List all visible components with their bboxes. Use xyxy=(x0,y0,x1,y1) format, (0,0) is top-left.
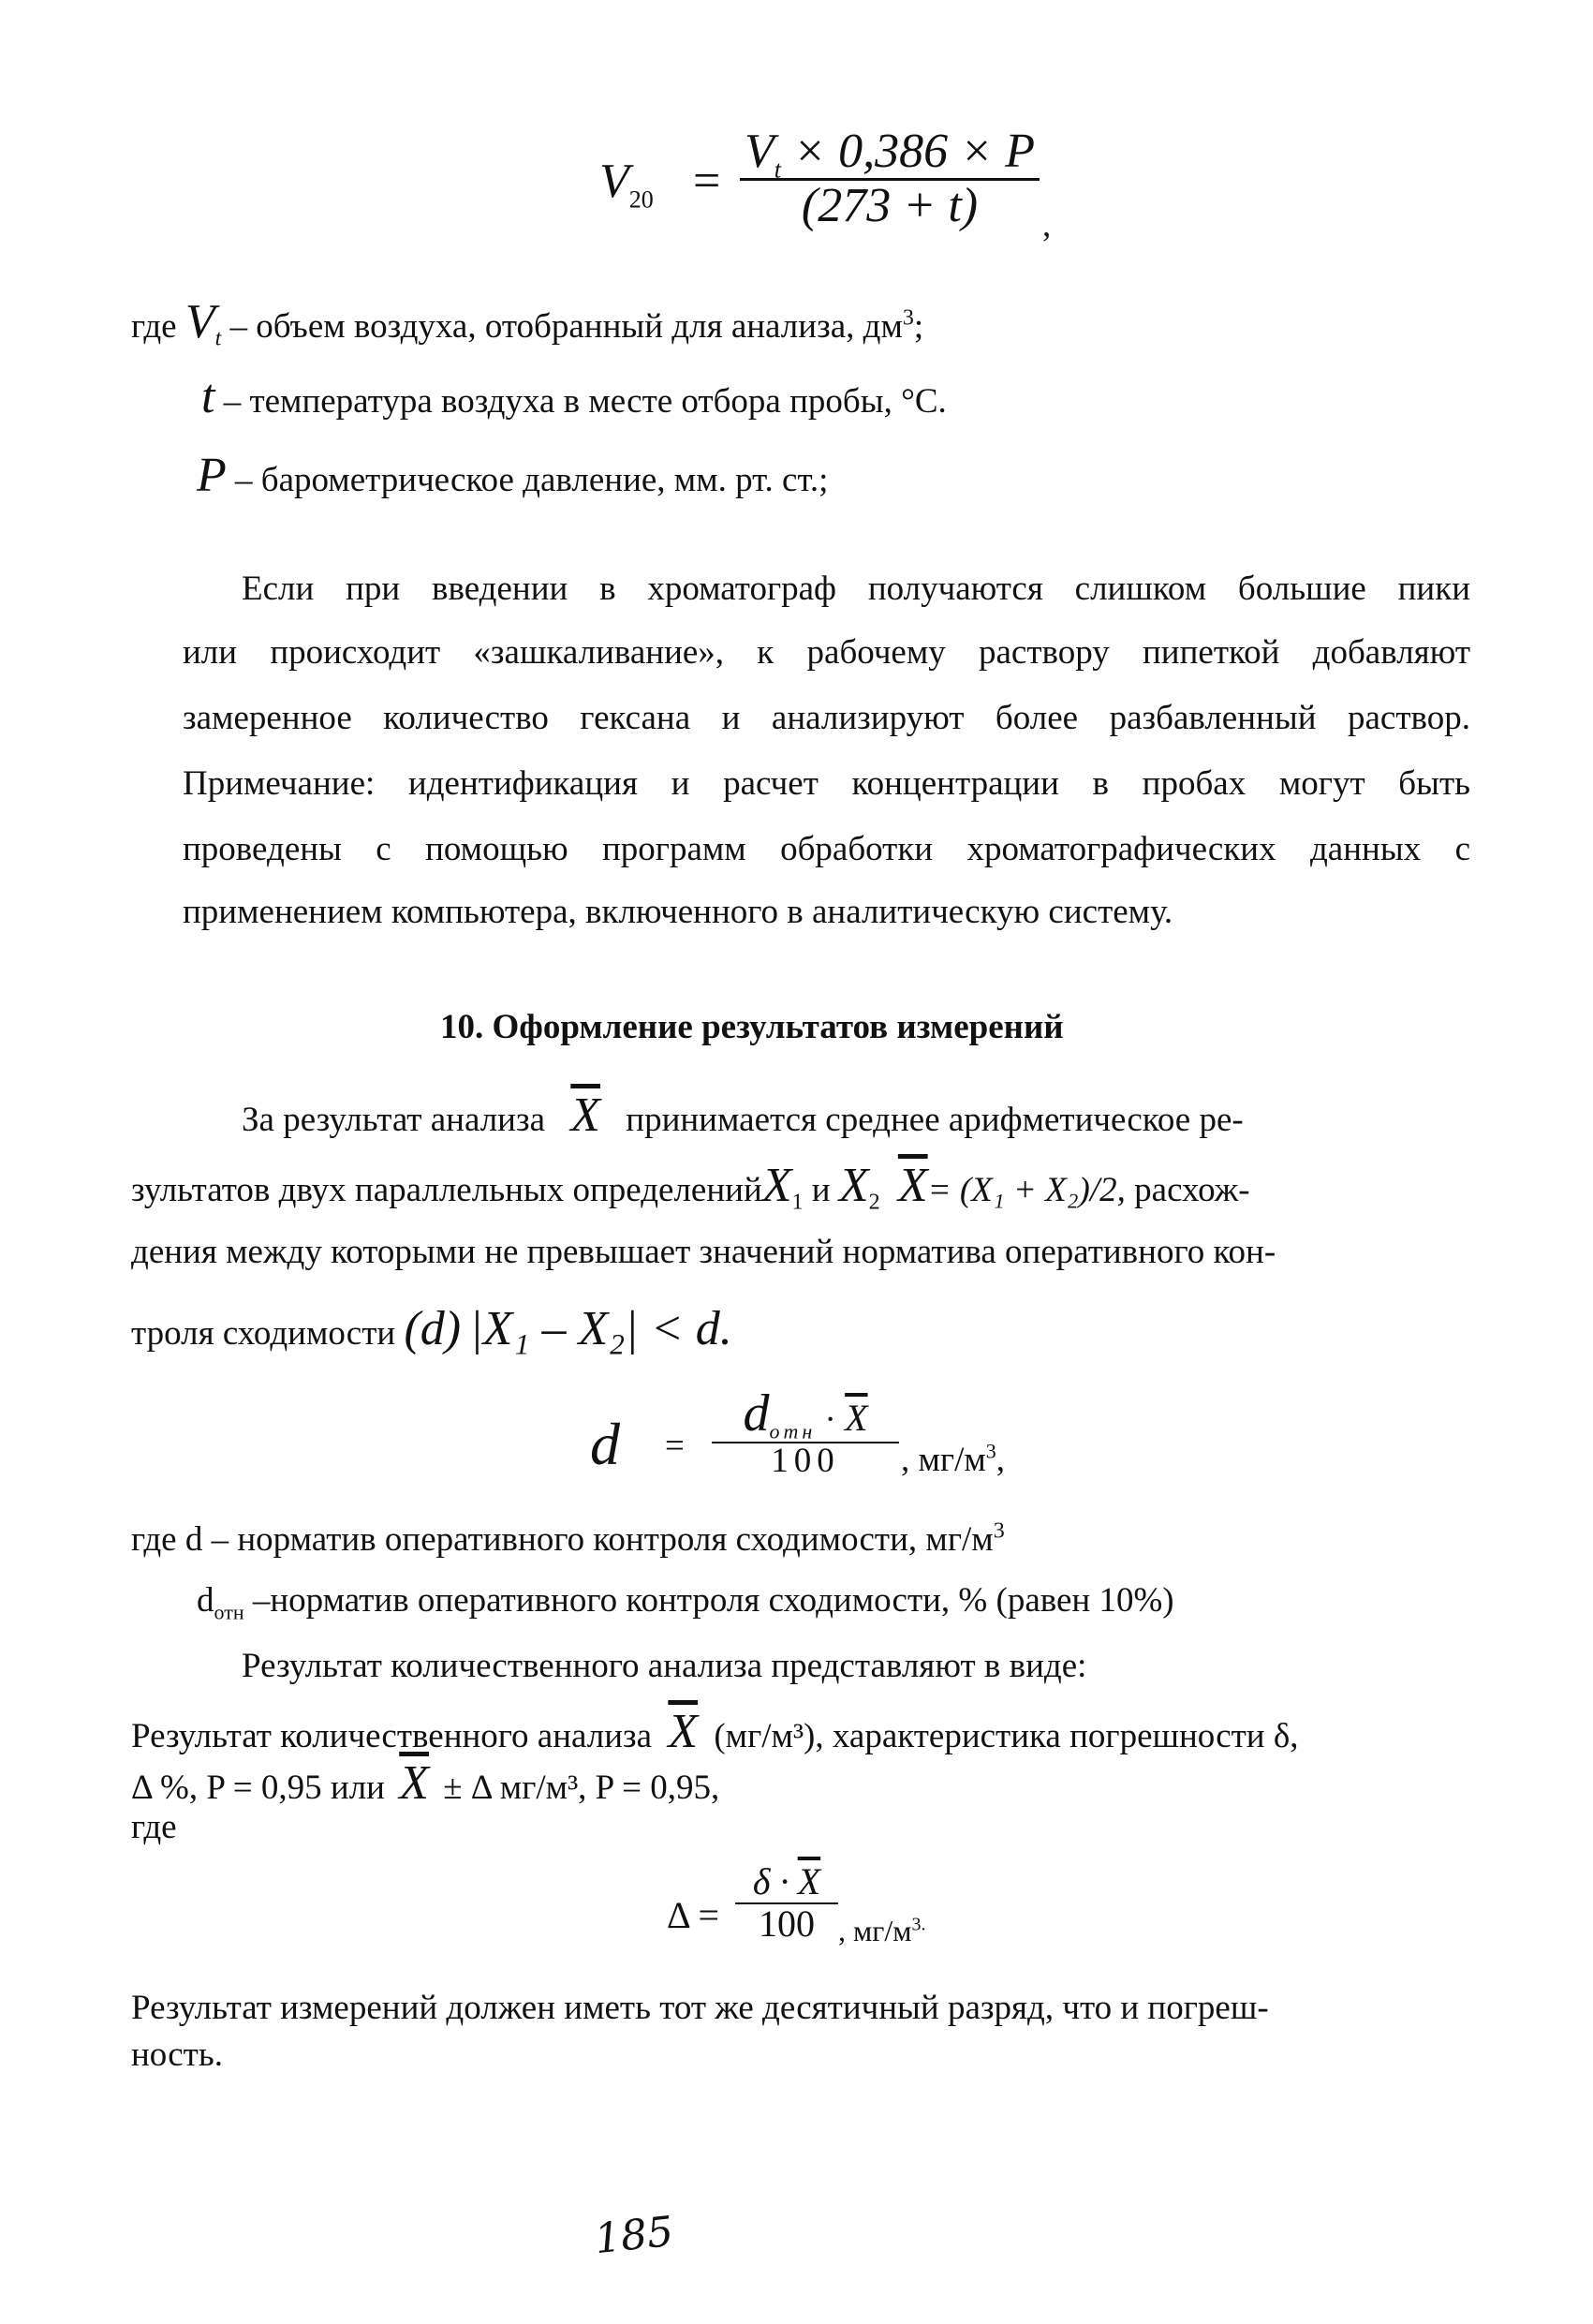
para1-line: замеренное количество гексана и анализируют более разбавленный раствор. xyxy=(183,699,1470,737)
formula-v20-lhs: $V_{20}$ xyxy=(599,155,654,214)
formula-d-numerator: $d_{отн} \cdot \overline{X}$ xyxy=(743,1384,868,1443)
formula-v20-numerator: $V_t \times 0,386 \times P$ xyxy=(745,125,1035,184)
formula-delta-numerator: $\delta \cdot \overline{X}$ xyxy=(752,1860,821,1902)
formula-delta-fraction xyxy=(735,1862,838,1944)
formula-v20-fraction xyxy=(740,126,1040,231)
formula-d-unit: , $мг/м^3$, xyxy=(901,1439,1006,1479)
para2-line-1: За результат анализа $\overline{X}$ принимается среднее арифметическое ре- xyxy=(242,1088,1244,1142)
para3-line-3: Δ %, P = 0,95 или $\overline{X} \pm \Delta$ мг/м³, P = 0,95, xyxy=(131,1756,720,1810)
formula-delta-lhs: Δ = xyxy=(667,1894,720,1936)
para1-line: или происходит «зашкаливание», к рабочему раствору пипеткой добавляют xyxy=(183,633,1470,672)
closing-line-1: Результат измерений должен иметь тот же десятичный разряд, что и погреш- xyxy=(131,1989,1269,2027)
formula-delta-denominator: 100 xyxy=(759,1902,815,1945)
formula-d-lhs: d xyxy=(590,1411,620,1477)
def-t: t – температура воздуха в месте отбора пробы, °С. xyxy=(201,370,947,423)
formula-d-denominator: 100 xyxy=(771,1441,840,1480)
para1-line: Если при введении в хроматограф получаются слишком большие пики xyxy=(242,570,1470,608)
formula-delta-unit: , $мг/м^{3.}$ xyxy=(838,1914,926,1947)
formula-v20-trail: , xyxy=(1042,206,1052,244)
def-vt: где $V_t$ – объем воздуха, отобранный для анализа, $дм^3$; xyxy=(131,295,924,351)
formula-d-fraction xyxy=(712,1386,899,1480)
def-p: P – барометрическое давление, мм. рт. ст.; xyxy=(197,449,829,502)
section-heading: 10. Оформление результатов измерений xyxy=(440,1008,1064,1046)
def-d-otn: $d_{отн}$ –норматив оперативного контроля сходимости, % (равен 10%) xyxy=(197,1581,1174,1624)
para2-line-4: троля сходимости (d) |X₁ – X₂| < d. xyxy=(131,1302,732,1355)
para1-line: проведены с помощью программ обработки хроматографических данных с xyxy=(183,830,1470,868)
para2-line-2: зультатов двух параллельных определенийX$_1$ и $X_2$ $\overline{X}= (X_1 + X_2)/2$, расхож- xyxy=(131,1159,1250,1215)
para1-line: Примечание: идентификация и расчет концентрации в пробах могут быть xyxy=(183,764,1470,803)
formula-d-eq: = xyxy=(665,1427,685,1465)
para3-line-1: Результат количественного анализа представляют в виде: xyxy=(242,1647,1087,1685)
para3-line-2: Результат количественного анализа $\overline{X}$ (мг/м³), характеристика погрешности δ, xyxy=(131,1705,1299,1758)
para1-line: применением компьютера, включенного в аналитическую систему. xyxy=(183,893,1173,931)
formula-v20-denominator: (273 + t) xyxy=(801,178,979,232)
def-d: где d – норматив оперативного контроля сходимости, $мг/м^3$ xyxy=(131,1518,1005,1559)
page-number: 185 xyxy=(592,2207,676,2264)
para2-line-3: дения между которыми не превышает значений норматива оперативного кон- xyxy=(131,1233,1276,1271)
closing-line-2: ность. xyxy=(131,2035,223,2074)
para3-line-4: где xyxy=(131,1808,177,1846)
formula-v20-eq: = xyxy=(693,155,721,208)
